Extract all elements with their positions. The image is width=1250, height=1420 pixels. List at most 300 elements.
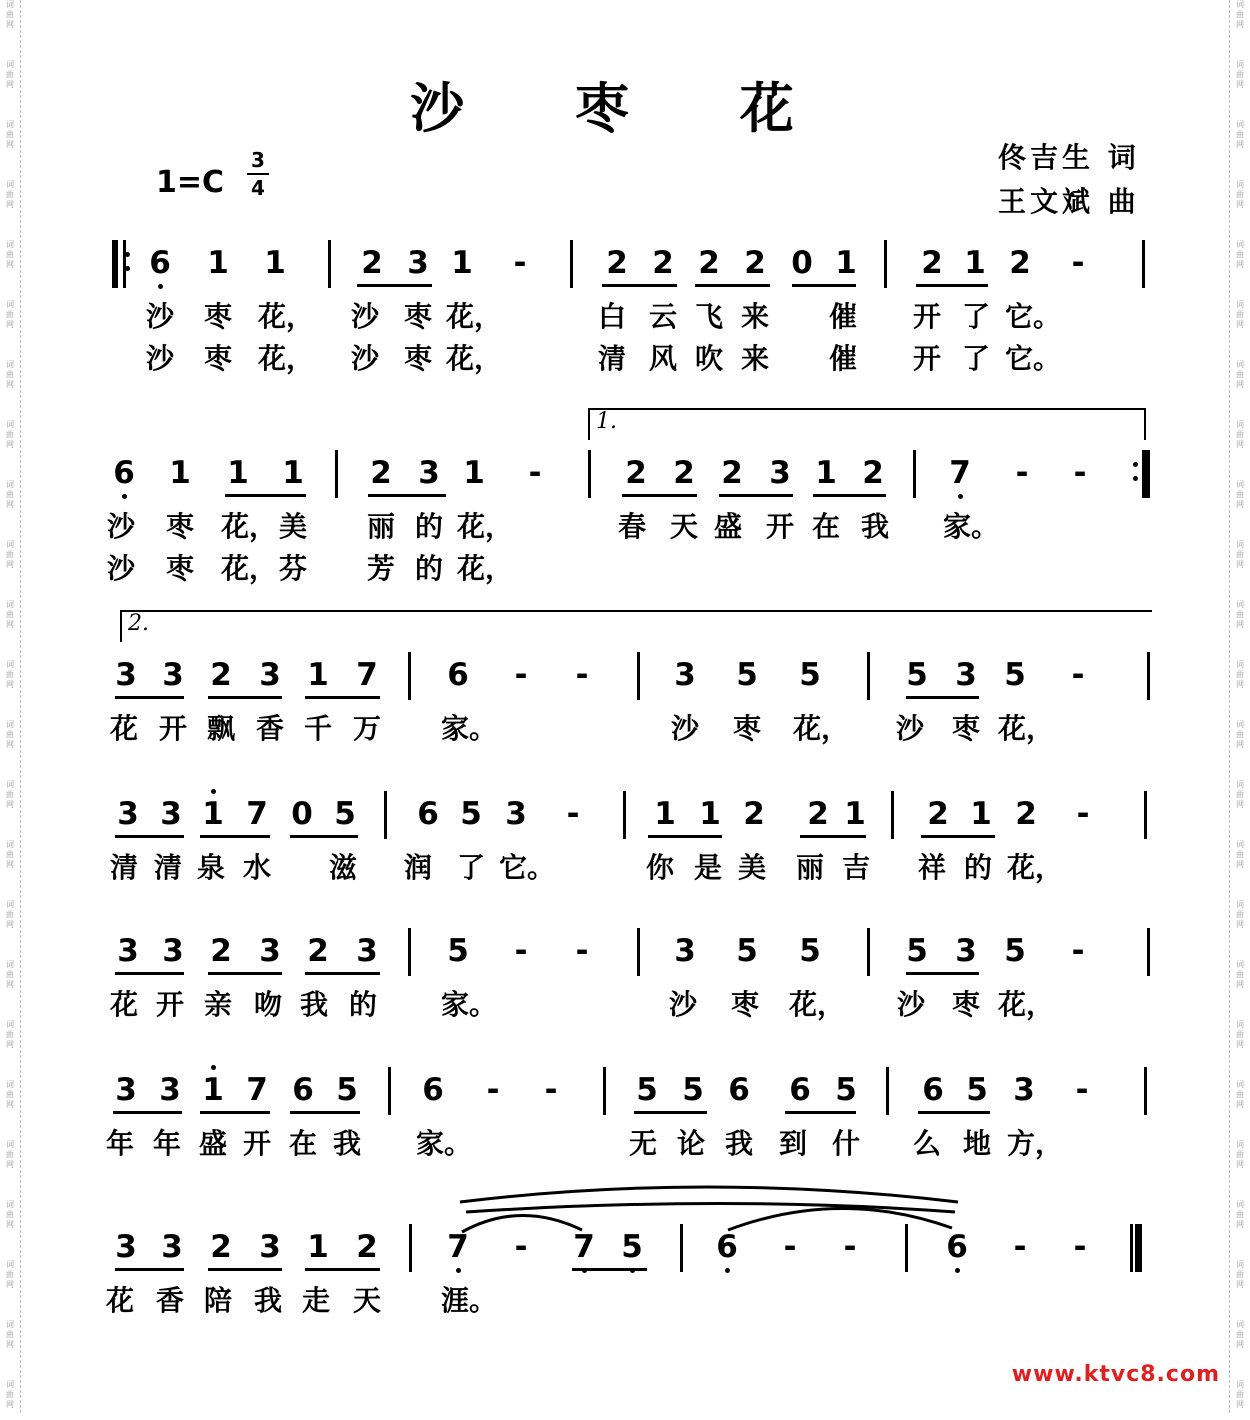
eighth-underline [916, 284, 988, 287]
lyric-syllable: 了 [961, 300, 990, 333]
note: 1 [198, 797, 228, 831]
note: 3 [160, 796, 182, 832]
barline [409, 1224, 412, 1272]
note: 3 [162, 933, 184, 969]
lyric-syllable: 在 [811, 510, 840, 543]
volta-bracket [588, 408, 1146, 440]
watermark-stamp: 词 曲 网 [1236, 960, 1244, 989]
lyric-syllable: 飘 [206, 712, 235, 745]
lyric-syllable: 枣 [951, 712, 980, 745]
note: 2 [652, 245, 674, 281]
barline [1147, 652, 1150, 700]
note: 5 [736, 933, 758, 969]
note: 2 [744, 245, 766, 281]
lyric-syllable: 开 [158, 712, 187, 745]
barline [1144, 791, 1147, 839]
note: 3 [356, 933, 378, 969]
note: 5 [906, 657, 928, 693]
barline [1144, 1067, 1147, 1115]
sustain-dash: - [575, 933, 589, 969]
eighth-underline [602, 284, 677, 287]
lyric-syllable: 润 [403, 851, 432, 884]
volta-label: 1. [596, 409, 617, 434]
note: 3 [161, 1229, 183, 1265]
octave-dot-low [958, 494, 963, 499]
note: 7 [443, 1230, 473, 1264]
barline [680, 1224, 683, 1272]
note: 7 [246, 1072, 268, 1108]
sustain-dash: - [1071, 245, 1085, 281]
watermark-stamp: 词 曲 网 [6, 720, 14, 749]
lyric-syllable: 丽 [795, 851, 824, 884]
repeat-start-thick [112, 240, 118, 288]
lyric-syllable: 沙 [350, 342, 379, 375]
song-title: 沙 枣 花 [410, 76, 840, 140]
barline [588, 450, 591, 498]
lyric-syllable: 香 [155, 1284, 184, 1317]
sustain-dash: - [1073, 1229, 1087, 1265]
note: 3 [1013, 1072, 1035, 1108]
note: 3 [505, 796, 527, 832]
eighth-underline [208, 696, 282, 699]
lyric-syllable: 花， [446, 342, 503, 375]
note: 3 [162, 657, 184, 693]
note: 1 [198, 1073, 228, 1107]
eighth-underline [906, 696, 979, 699]
barline [905, 1224, 908, 1272]
lyric-syllable: 万 [352, 712, 381, 745]
watermark-stamp: 词 曲 网 [6, 780, 14, 809]
lyric-syllable: 天 [669, 510, 698, 543]
lyric-syllable: 清 [109, 851, 138, 884]
note: 3 [115, 1229, 137, 1265]
lyric-syllable: 云 [648, 300, 677, 333]
note: 3 [955, 657, 977, 693]
sustain-dash: - [513, 245, 527, 281]
note: 2 [921, 245, 943, 281]
barline [408, 928, 411, 976]
eighth-underline [918, 1111, 990, 1114]
note: 6 [712, 1230, 742, 1264]
note: 7 [246, 796, 268, 832]
note: 3 [674, 657, 696, 693]
note: 2 [356, 1229, 378, 1265]
eighth-underline [906, 972, 979, 975]
lyric-syllable: 芳 [366, 552, 395, 585]
note: 5 [1004, 657, 1026, 693]
lyric-syllable: 开 [765, 510, 794, 543]
note: 2 [361, 245, 383, 281]
watermark-stamp: 词 曲 网 [6, 1260, 14, 1289]
watermark-stamp: 词 曲 网 [6, 1020, 14, 1049]
lyric-syllable: 枣 [165, 552, 194, 585]
lyric-syllable: 的 [963, 851, 992, 884]
note: 2 [743, 796, 765, 832]
lyric-syllable: 论 [676, 1127, 705, 1160]
lyric-syllable: 花， [789, 988, 846, 1021]
eighth-underline [813, 494, 886, 497]
note: 1 [282, 455, 304, 491]
watermark-stamp: 词 曲 网 [6, 900, 14, 929]
lyric-syllable: 吹 [694, 342, 723, 375]
watermark-stamp: 词 曲 网 [1236, 840, 1244, 869]
note: 2 [210, 1229, 232, 1265]
sustain-dash: - [486, 1072, 500, 1108]
lyric-syllable: 枣 [203, 342, 232, 375]
watermark-stamp: 词 曲 网 [6, 180, 14, 209]
eighth-underline [115, 1268, 184, 1271]
repeat-end-thick [1142, 450, 1148, 498]
lyric-syllable: 风 [648, 342, 677, 375]
score-row [0, 1230, 1250, 1420]
lyric-syllable: 花 [109, 712, 138, 745]
sustain-dash: - [1071, 657, 1085, 693]
octave-dot-low [122, 494, 127, 499]
note: 2 [673, 455, 695, 491]
note: 1 [463, 455, 485, 491]
barline [1147, 928, 1150, 976]
lyric-syllable: 清 [153, 851, 182, 884]
barline [886, 1067, 889, 1115]
sustain-dash: - [1013, 1229, 1027, 1265]
eighth-underline [368, 494, 446, 497]
lyric-syllable: 花， [998, 712, 1055, 745]
barline [123, 240, 126, 288]
lyric-syllable: 花 [109, 988, 138, 1021]
lyric-syllable: 盛 [713, 510, 742, 543]
lyric-syllable: 花， [446, 300, 503, 333]
lyric-syllable: 的 [414, 552, 443, 585]
lyric-syllable: 催 [828, 342, 857, 375]
note: 2 [210, 933, 232, 969]
note: 5 [1004, 933, 1026, 969]
note: 1 [970, 796, 992, 832]
note: 1 [654, 796, 676, 832]
lyric-syllable: 来 [740, 342, 769, 375]
watermark-stamp: 词 曲 网 [1236, 1320, 1244, 1349]
watermark-stamp: 词 曲 网 [6, 0, 14, 29]
lyric-syllable: 花， [1007, 851, 1064, 884]
lyric-syllable: 家。 [416, 1127, 473, 1160]
lyric-syllable: 美 [737, 851, 766, 884]
note: 0 [291, 796, 313, 832]
note: 5 [682, 1072, 704, 1108]
lyric-syllable: 无 [628, 1127, 657, 1160]
note: 2 [625, 455, 647, 491]
watermark-stamp: 词 曲 网 [6, 960, 14, 989]
lyric-syllable: 清 [597, 342, 626, 375]
note: 3 [418, 455, 440, 491]
note: 3 [259, 1229, 281, 1265]
note: 5 [799, 933, 821, 969]
time-signature [247, 148, 269, 200]
watermark-stamp: 词 曲 网 [1236, 1200, 1244, 1229]
lyric-syllable: 枣 [403, 300, 432, 333]
lyric-syllable: 枣 [165, 510, 194, 543]
time-signature-top: 3 [251, 148, 265, 172]
watermark-stamp: 词 曲 网 [6, 600, 14, 629]
note: 7 [569, 1230, 599, 1264]
note: 3 [115, 1072, 137, 1108]
watermark-stamp: 词 曲 网 [6, 60, 14, 89]
lyric-syllable: 它。 [499, 851, 556, 884]
sustain-dash: - [1071, 933, 1085, 969]
barline [388, 1067, 391, 1115]
watermark-stamp: 词 曲 网 [6, 240, 14, 269]
lyric-syllable: 花， [457, 510, 514, 543]
barline [867, 652, 870, 700]
watermark-stamp: 词 曲 网 [1236, 480, 1244, 509]
lyric-syllable: 家。 [441, 712, 498, 745]
lyric-syllable: 沙 [145, 342, 174, 375]
barline [884, 240, 887, 288]
lyric-syllable: 它。 [1005, 300, 1062, 333]
sustain-dash: - [843, 1229, 857, 1265]
volta-label: 2. [128, 611, 149, 636]
eighth-underline [357, 284, 432, 287]
sustain-dash: - [566, 796, 580, 832]
lyric-syllable: 了 [456, 851, 485, 884]
barline [891, 791, 894, 839]
lyric-syllable: 它。 [1005, 342, 1062, 375]
lyric-syllable: 开 [912, 300, 941, 333]
note: 2 [606, 245, 628, 281]
note: 1 [964, 245, 986, 281]
note: 6 [292, 1072, 314, 1108]
lyric-syllable: 我 [724, 1127, 753, 1160]
barline [335, 450, 338, 498]
lyric-syllable: 沙 [670, 712, 699, 745]
lyric-syllable: 丽 [366, 510, 395, 543]
lyric-syllable: 枣 [730, 988, 759, 1021]
watermark-stamp: 词 曲 网 [1236, 1020, 1244, 1049]
lyric-syllable: 枣 [203, 300, 232, 333]
lyric-syllable: 开 [155, 988, 184, 1021]
note: 6 [789, 1072, 811, 1108]
eighth-underline [290, 1111, 360, 1114]
lyric-syllable: 到 [778, 1127, 807, 1160]
eighth-underline [648, 835, 722, 838]
eighth-underline [305, 972, 380, 975]
note: 6 [728, 1072, 750, 1108]
lyric-syllable: 沙 [106, 510, 135, 543]
octave-dot-low [456, 1268, 461, 1273]
sustain-dash: - [528, 455, 542, 491]
note: 2 [927, 796, 949, 832]
note: 2 [807, 796, 829, 832]
eighth-underline [622, 494, 697, 497]
lyric-syllable: 的 [414, 510, 443, 543]
barline [1130, 1224, 1133, 1272]
watermark-stamp: 词 曲 网 [1236, 1140, 1244, 1169]
barline [603, 1067, 606, 1115]
note: 1 [451, 245, 473, 281]
lyric-syllable: 了 [961, 342, 990, 375]
note: 5 [799, 657, 821, 693]
lyric-syllable: 枣 [951, 988, 980, 1021]
lyric-syllable: 我 [299, 988, 328, 1021]
note: 3 [259, 933, 281, 969]
sustain-dash: - [544, 1072, 558, 1108]
watermark-stamp: 词 曲 网 [1236, 1080, 1244, 1109]
watermark-stamp: 词 曲 网 [1236, 540, 1244, 569]
lyric-syllable: 芬 [278, 552, 307, 585]
eighth-underline [800, 835, 866, 838]
note: 5 [906, 933, 928, 969]
lyric-syllable: 沙 [350, 300, 379, 333]
barline [637, 928, 640, 976]
note: 2 [721, 455, 743, 491]
lyric-syllable: 陪 [203, 1284, 232, 1317]
note: 2 [370, 455, 392, 491]
eighth-underline [572, 1268, 647, 1271]
eighth-underline [305, 696, 380, 699]
note: 1 [227, 455, 249, 491]
barline [913, 450, 916, 498]
lyric-syllable: 花 [105, 1284, 134, 1317]
lyric-syllable: 水 [242, 851, 271, 884]
lyric-syllable: 亲 [203, 988, 232, 1021]
note: 1 [307, 657, 329, 693]
eighth-underline [695, 284, 770, 287]
note: 3 [955, 933, 977, 969]
note: 1 [699, 796, 721, 832]
lyric-syllable: 花， [221, 552, 278, 585]
note: 0 [791, 245, 813, 281]
lyric-syllable: 香 [255, 712, 284, 745]
lyric-syllable: 么 [912, 1127, 941, 1160]
lyric-syllable: 吻 [253, 988, 282, 1021]
note: 1 [207, 245, 229, 281]
lyric-syllable: 花， [457, 552, 514, 585]
barline [1142, 240, 1145, 288]
sustain-dash: - [1073, 455, 1087, 491]
watermark-stamp: 词 曲 网 [1236, 1260, 1244, 1289]
watermark-stamp: 词 曲 网 [6, 1080, 14, 1109]
lyric-syllable: 春 [617, 510, 646, 543]
note: 1 [307, 1229, 329, 1265]
watermark-stamp: 词 曲 网 [6, 840, 14, 869]
eighth-underline [225, 494, 306, 497]
volta-bracket [120, 610, 1152, 642]
lyric-syllable: 我 [860, 510, 889, 543]
note: 6 [447, 657, 469, 693]
note: 1 [835, 245, 857, 281]
sustain-dash: - [514, 657, 528, 693]
lyric-syllable: 涯。 [441, 1284, 498, 1317]
repeat-dot [125, 266, 130, 271]
lyric-syllable: 是 [693, 851, 722, 884]
note: 5 [447, 933, 469, 969]
note: 3 [115, 657, 137, 693]
repeat-dot [1133, 462, 1138, 467]
note: 3 [769, 455, 791, 491]
octave-dot-low [158, 284, 163, 289]
note: 5 [966, 1072, 988, 1108]
lyric-syllable: 年 [152, 1127, 181, 1160]
eighth-underline [719, 494, 793, 497]
lyric-syllable: 泉 [196, 851, 225, 884]
note: 5 [617, 1230, 647, 1264]
eighth-underline [115, 696, 184, 699]
note: 2 [307, 933, 329, 969]
watermark-stamp: 词 曲 网 [1236, 0, 1244, 29]
note: 3 [259, 657, 281, 693]
lyricist-credit: 佟吉生 词 [998, 141, 1140, 174]
eighth-underline [115, 835, 184, 838]
sustain-dash: - [1076, 796, 1090, 832]
barline [408, 652, 411, 700]
note: 3 [117, 933, 139, 969]
eighth-underline [115, 972, 184, 975]
lyric-syllable: 飞 [694, 300, 723, 333]
barline [328, 240, 331, 288]
eighth-underline [921, 835, 995, 838]
composer-credit: 王文斌 曲 [998, 185, 1140, 218]
note: 5 [336, 1072, 358, 1108]
watermark-stamp: 词 曲 网 [1236, 1380, 1244, 1409]
site-watermark: www.ktvc8.com [1011, 1362, 1220, 1387]
note: 6 [922, 1072, 944, 1108]
watermark-stamp: 词 曲 网 [1236, 240, 1244, 269]
sustain-dash: - [783, 1229, 797, 1265]
lyric-syllable: 沙 [896, 988, 925, 1021]
lyric-syllable: 家。 [441, 988, 498, 1021]
sustain-dash: - [514, 1229, 528, 1265]
watermark-stamp: 词 曲 网 [6, 480, 14, 509]
watermark-stamp: 词 曲 网 [1236, 900, 1244, 929]
lyric-syllable: 沙 [668, 988, 697, 1021]
eighth-underline [785, 1111, 856, 1114]
note: 2 [210, 657, 232, 693]
watermark-stamp: 词 曲 网 [6, 660, 14, 689]
watermark-stamp: 词 曲 网 [6, 1320, 14, 1349]
note: 3 [117, 796, 139, 832]
note: 6 [109, 456, 139, 490]
repeat-dot [125, 252, 130, 257]
lyric-syllable: 的 [348, 988, 377, 1021]
lyric-syllable: 年 [105, 1127, 134, 1160]
eighth-underline [200, 835, 270, 838]
lyric-syllable: 你 [645, 851, 674, 884]
eighth-underline [113, 1111, 182, 1114]
note: 2 [698, 245, 720, 281]
note: 6 [942, 1230, 972, 1264]
time-signature-bottom: 4 [251, 176, 265, 200]
lyric-syllable: 什 [831, 1127, 860, 1160]
watermark-stamp: 词 曲 网 [1236, 60, 1244, 89]
watermark-stamp: 词 曲 网 [6, 1140, 14, 1169]
note: 6 [422, 1072, 444, 1108]
note: 2 [862, 455, 884, 491]
watermark-stamp: 词 曲 网 [6, 1380, 14, 1409]
watermark-stamp: 词 曲 网 [1236, 300, 1244, 329]
note: 3 [407, 245, 429, 281]
note: 5 [736, 657, 758, 693]
note: 6 [145, 246, 175, 280]
watermark-stamp: 词 曲 网 [6, 420, 14, 449]
lyric-syllable: 吉 [841, 851, 870, 884]
octave-dot-high [211, 1065, 216, 1070]
watermark-stamp: 词 曲 网 [1236, 180, 1244, 209]
lyric-syllable: 沙 [106, 552, 135, 585]
repeat-dot [1133, 476, 1138, 481]
final-thick-bar [1135, 1224, 1141, 1272]
note: 1 [815, 455, 837, 491]
lyric-syllable: 催 [828, 300, 857, 333]
lyric-syllable: 开 [242, 1127, 271, 1160]
barline [867, 928, 870, 976]
